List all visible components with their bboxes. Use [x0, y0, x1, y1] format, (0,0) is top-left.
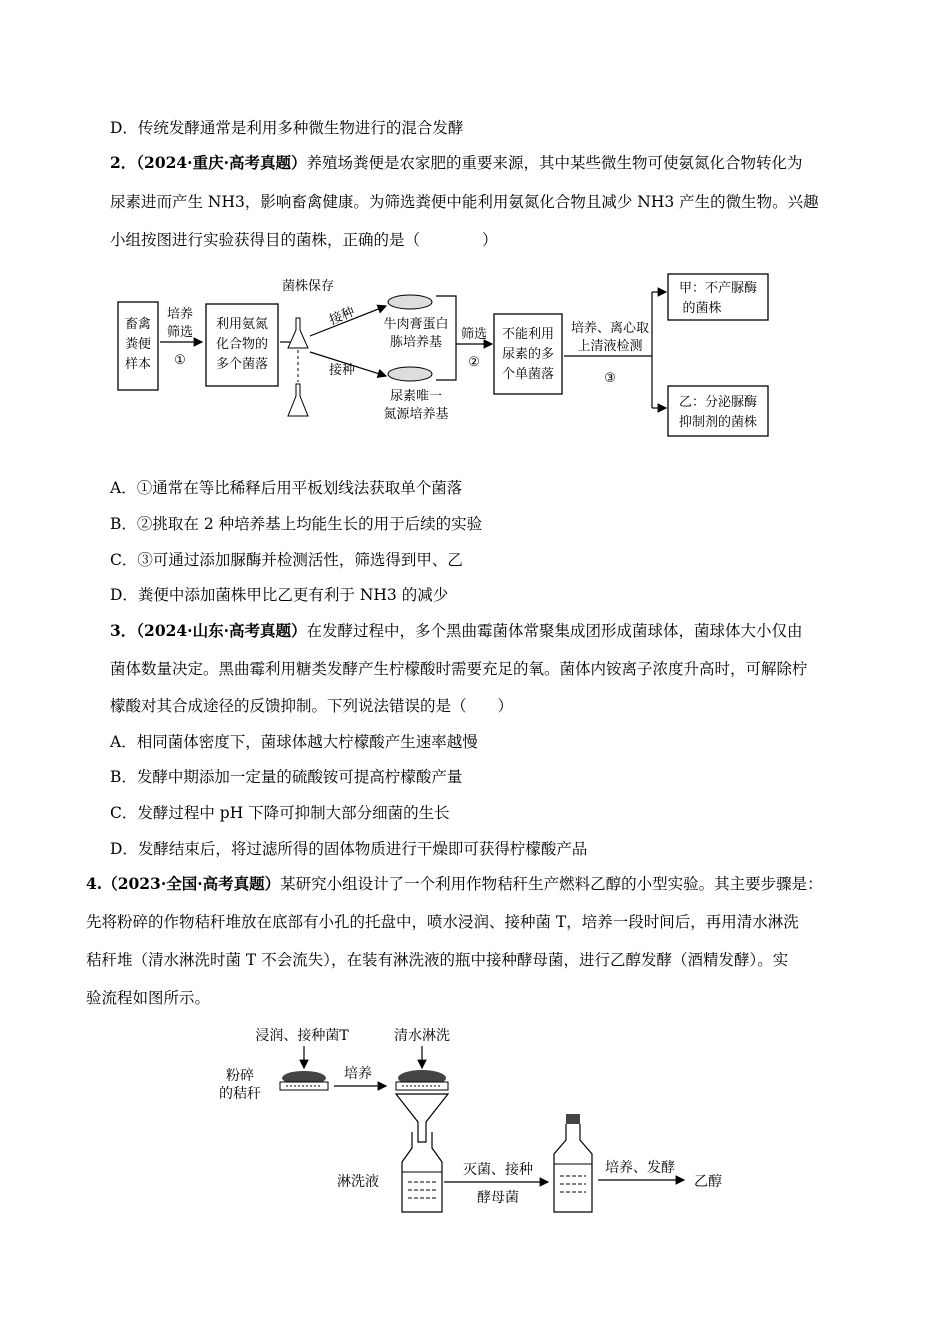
- q4-stem-line3: 秸秆堆（清水淋洗时菌 T 不会流失），在装有淋洗液的瓶中接种酵母菌，进行乙醇发酵（酒精发酵）。实: [86, 951, 789, 969]
- q2-box-sample-l2: 粪便: [124, 337, 152, 352]
- q4-funnel-icon: [396, 1094, 448, 1142]
- q3-option-b: B．发酵中期添加一定量的硫酸铵可提高柠檬酸产量: [110, 768, 463, 786]
- q3-source: （2024·山东·高考真题）: [136, 621, 307, 640]
- q3-number: 3．: [110, 621, 137, 640]
- q4-tray1-icon: [280, 1071, 328, 1090]
- q4-stem-text1: 某研究小组设计了一个利用作物秸秆生产燃料乙醇的小型实验。其主要步骤是：: [280, 875, 823, 893]
- q2-inoc2-label: 接种: [328, 363, 356, 378]
- q4-stem-line4: 验流程如图所示。: [86, 989, 211, 1007]
- q2-step1-l2: 筛选: [166, 325, 194, 340]
- q2-flask2-icon: [288, 384, 308, 416]
- q2-boxB-l2: 抑制剂的菌株: [678, 415, 758, 430]
- q3-stem-line1: [110, 621, 803, 641]
- q2-step3-l2: 上清液检测: [577, 339, 643, 354]
- q2-medium1-l2: 胨培养基: [389, 335, 443, 350]
- q2-flask-icon: [288, 318, 308, 348]
- q2-box3-l3: 个单菌落: [501, 367, 555, 382]
- q2-box-colonies-l2: 化合物的: [215, 337, 269, 352]
- q2-stem-line3: 小组按图进行实验获得目的菌株，正确的是（ ）: [110, 231, 498, 249]
- q2-step3-l1: 培养、离心取: [570, 321, 650, 336]
- q2-box3-l1: 不能利用: [501, 327, 555, 342]
- q4-straw-l2: 的秸秆: [219, 1086, 261, 1102]
- q2-stem-line2: 尿素进而产生 NH3，影响畜禽健康。为筛选粪便中能利用氨氮化合物且减少 NH3 产生的微生物。兴趣: [110, 193, 819, 211]
- q4-tray2-icon: [396, 1070, 448, 1090]
- q4-sterile-l2: 酵母菌: [477, 1190, 519, 1206]
- q4-soak-label: 浸润、接种菌T: [255, 1028, 349, 1044]
- q4-rinse-label: 清水淋洗: [394, 1028, 450, 1044]
- q3-stem-line2: 菌体数量决定。黑曲霉利用糖类发酵产生柠檬酸时需要充足的氧。菌体内铵离子浓度升高时，可解除柠: [110, 660, 808, 678]
- q2-box-sample-l1: 畜禽: [124, 317, 152, 332]
- q3-stem-line3: 檬酸对其合成途径的反馈抑制。下列说法错误的是（ ）: [110, 697, 514, 715]
- q4-source: （2023·全国·高考真题）: [102, 874, 281, 893]
- q4-straw-l1: 粉碎: [226, 1068, 254, 1084]
- q2-stem-text1: 养殖场粪便是农家肥的重要来源，其中某些微生物可使氨氮化合物转化为: [306, 154, 803, 172]
- q3-stem-text1: 在发酵过程中，多个黑曲霉菌体常聚集成团形成菌球体，菌球体大小仅由: [306, 622, 803, 640]
- q2-box-sample-l3: 样本: [124, 357, 152, 372]
- q4-number: 4.: [86, 874, 103, 893]
- q4-bottle1-icon: [402, 1132, 442, 1212]
- q1-option-d: D．传统发酵通常是利用多种微生物进行的混合发酵: [110, 119, 464, 137]
- q2-source: （2024·重庆·高考真题）: [136, 153, 307, 172]
- q2-step1-l1: 培养: [166, 307, 194, 322]
- q4-culture-label: 培养: [344, 1066, 372, 1082]
- q4-flow-diagram: [210, 1020, 750, 1234]
- q2-medium2-l2: 氮源培养基: [383, 407, 449, 422]
- q2-medium2-l1: 尿素唯一: [389, 389, 443, 404]
- q2-inoc1-label: 接种: [327, 304, 358, 329]
- q2-option-c: C．③可通过添加脲酶并检测活性，筛选得到甲、乙: [110, 551, 463, 569]
- q2-step1-l3: ①: [174, 353, 186, 368]
- q2-step2-l2: ②: [468, 355, 480, 370]
- q4-ethanol-label: 乙醇: [694, 1174, 722, 1190]
- q2-save-label: 菌株保存: [281, 279, 335, 294]
- q2-box3-l2: 尿素的多: [501, 347, 555, 362]
- q4-sterile-l1: 灭菌、接种: [463, 1162, 533, 1178]
- q4-eluate-label: 淋洗液: [337, 1174, 379, 1190]
- q3-option-c: C．发酵过程中 pH 下降可抑制大部分细菌的生长: [110, 804, 450, 822]
- q2-option-b: B．②挑取在 2 种培养基上均能生长的用于后续的实验: [110, 515, 483, 533]
- q4-stem-line2: 先将粉碎的作物秸秆堆放在底部有小孔的托盘中，喷水浸润、接种菌 T，培养一段时间后，再用清水淋洗: [86, 913, 799, 931]
- q3-option-d: D．发酵结束后，将过滤所得的固体物质进行干燥即可获得柠檬酸产品: [110, 840, 588, 858]
- q2-boxA-l2: 的菌株: [682, 301, 722, 316]
- q4-ferment-label: 培养、发酵: [605, 1160, 675, 1176]
- q2-number: 2．: [110, 153, 137, 172]
- q2-boxA-l1: 甲：不产脲酶: [678, 281, 758, 296]
- q2-flow-diagram: [110, 272, 790, 456]
- q2-stem-line1: [110, 153, 803, 173]
- q2-medium1-l1: 牛肉膏蛋白: [383, 317, 449, 332]
- q2-option-a: A．①通常在等比稀释后用平板划线法获取单个菌落: [110, 479, 463, 497]
- q4-stem-line1: [86, 874, 823, 894]
- q2-petri-dish1-icon: [388, 295, 432, 309]
- q2-petri-dish2-icon: [388, 367, 432, 381]
- q2-box-colonies-l1: 利用氨氮: [215, 317, 269, 332]
- q2-boxB-l1: 乙：分泌脲酶: [678, 395, 758, 410]
- q2-box-colonies-l3: 多个菌落: [215, 357, 269, 372]
- q2-step2-l1: 筛选: [460, 327, 488, 342]
- q2-step3-l3: ③: [604, 371, 616, 386]
- q3-option-a: A．相同菌体密度下，菌球体越大柠檬酸产生速率越慢: [110, 733, 478, 751]
- q4-bottle2-icon: [554, 1114, 592, 1212]
- q2-option-d: D．粪便中添加菌株甲比乙更有利于 NH3 的减少: [110, 586, 449, 604]
